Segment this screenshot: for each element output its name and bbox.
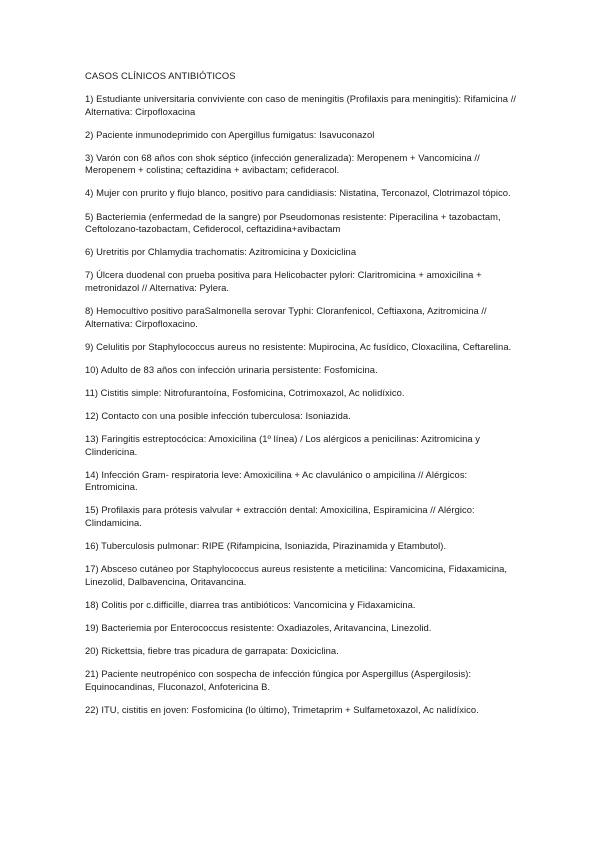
case-16: 16) Tuberculosis pulmonar: RIPE (Rifampicina, Isoniazida, Pirazinamida y Etambutol). [85, 540, 447, 552]
case-11: 11) Cistitis simple: Nitrofurantoína, Fosfomicina, Cotrimoxazol, Ac nolidíxico. [85, 386, 405, 398]
case-9: 9) Celulitis por Staphylococcus aureus no resistente: Mupirocina, Ac fusídico, Cloxacilina, Ceftarelina. [85, 340, 512, 352]
case-20: 20) Rickettsia, fiebre tras picadura de garrapata: Doxiciclina. [85, 645, 339, 657]
case-3: 3) Varón con 68 años con shok séptico (infección generalizada): Meropenem + Vancomicina // Meropenem + colistina; ceftazidina + avibactam; cefideracol. [85, 151, 480, 176]
case-5: 5) Bacteriemia (enfermedad de la sangre) por Pseudomonas resistente: Piperacilina + tazobactam, Ceftolozano-tazobactam, Cefiderocol, ceftazidina+avibactam [85, 210, 501, 235]
case-10: 10) Adulto de 83 años con infección urinaria persistente: Fosfomicina. [85, 363, 378, 375]
case-13: 13) Faringitis estreptocócica: Amoxicilina (1º línea) / Los alérgicos a penicilinas: Azitromicina y Clindericina. [85, 433, 480, 457]
case-19: 19) Bacteriemia por Enterococcus resistente: Oxadiazoles, Aritavancina, Linezolid. [85, 622, 432, 634]
case-4: 4) Mujer con prurito y flujo blanco, positivo para candidiasis: Nistatina, Terconazol, Clotrimazol tópico. [85, 187, 511, 199]
case-8: 8) Hemocultivo positivo paraSalmonella serovar Typhi: Cloranfenicol, Ceftiaxona, Azitromicina // Alternativa: Cirpofloxacino. [85, 305, 487, 329]
document-title: CASOS CLÍNICOS ANTIBIÓTICOS [85, 70, 236, 81]
document-body [85, 70, 517, 727]
case-12: 12) Contacto con una posible infección tuberculosa: Isoniazida. [85, 410, 351, 421]
case-21: 21) Paciente neutropénico con sospecha de infección fúngica por Aspergillus (Aspergilosis): Equinocandinas, Fluconazol, Anfotericina B. [85, 668, 472, 692]
case-2: 2) Paciente inmunodeprimido con Apergillus fumigatus: Isavuconazol [85, 128, 375, 140]
case-14: 14) Infección Gram- respiratoria leve: Amoxicilina + Ac clavulánico o ampicilina // Alérgicos: Entromicina. [85, 468, 468, 493]
case-17: 17) Absceso cutáneo por Staphylococcus aureus resistente a meticilina: Vancomicina, Fidaxamicina, Linezolid, Dalbavencina, Oritavancina. [85, 563, 508, 587]
case-6: 6) Uretritis por Chlamydia trachomatis: Azitromicina y Doxiciclina [85, 246, 357, 258]
case-18: 18) Colitis por c.difficille, diarrea tras antibióticos: Vancomicina y Fidaxamicina. [85, 598, 416, 610]
case-1: 1) Estudiante universitaria conviviente con caso de meningitis (Profilaxis para meningitis): Rifamicina // Alternativa: Cirpofloxacina [85, 93, 517, 117]
case-15: 15) Profilaxis para prótesis valvular + extracción dental: Amoxicilina, Espiramicina // Alérgico: Clindamicina. [85, 504, 475, 529]
case-7: 7) Úlcera duodenal con prueba positiva para Helicobacter pylori: Claritromicina + amoxicilina + metronidazol // Alternativa: Pylera. [85, 269, 482, 293]
case-22: 22) ITU, cistitis en joven: Fosfomicina (lo último), Trimetaprim + Sulfametoxazol, Ac nalidíxico. [85, 703, 479, 715]
